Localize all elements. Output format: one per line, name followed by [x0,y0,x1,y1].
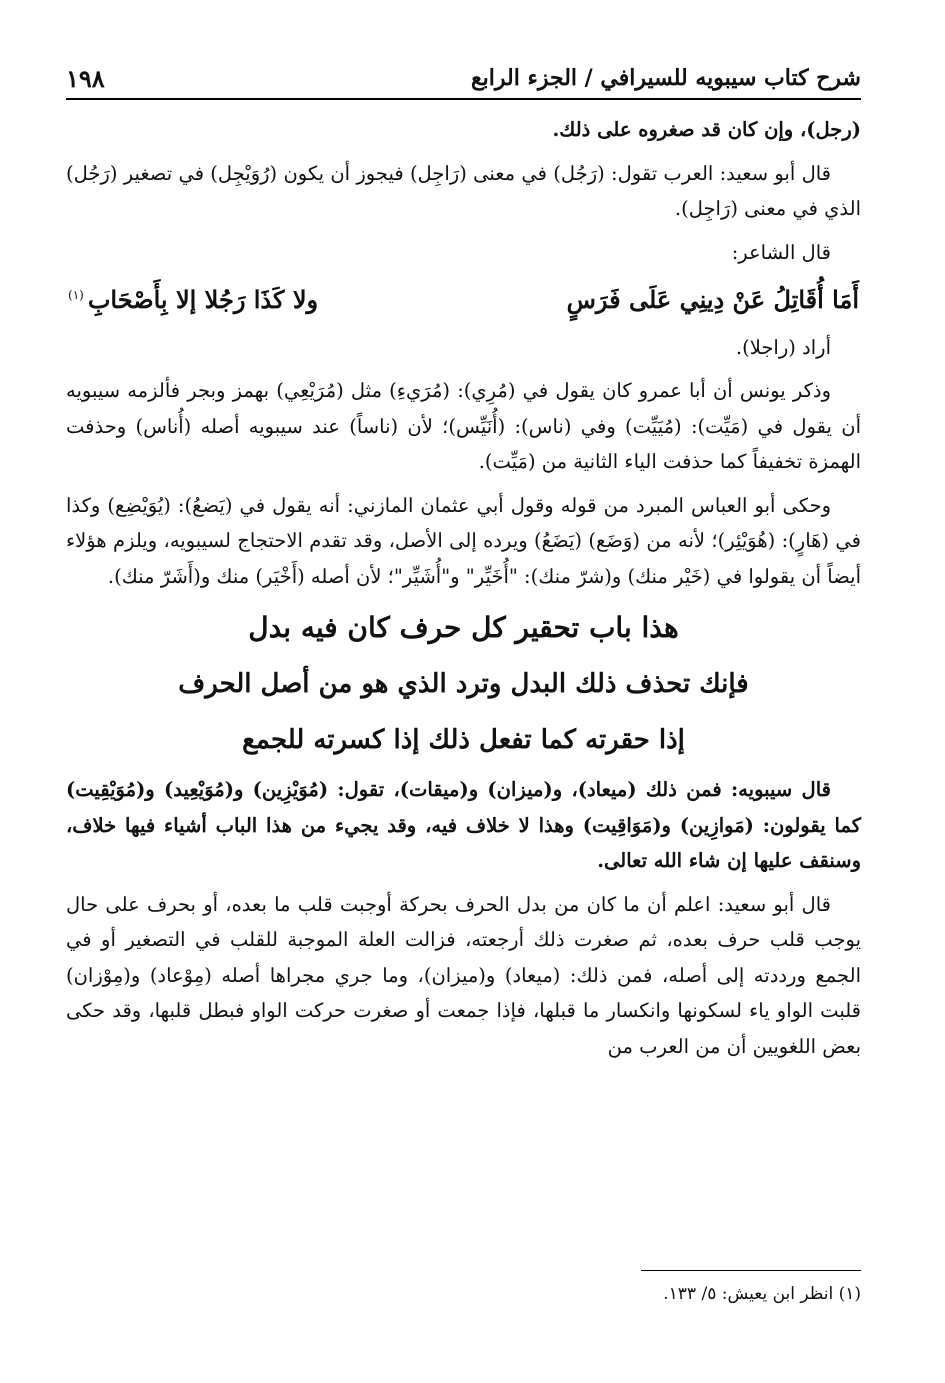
running-title: شرح كتاب سيبويه للسيرافي / الجزء الرابع [470,65,861,91]
paragraph: قال أبو سعيد: العرب تقول: (رَجُل) في معنى (رَاجِل) فيجوز أن يكون (رُوَيْجِل) في تصغير (رَجُل) الذي في معنى (رَاجِل). [66,161,861,220]
verse-first-hemistich: أَمَا أُقَاتِلُ عَنْ دِينِي عَلَى فَرَسٍ [566,285,859,314]
page-body [66,112,861,1072]
paragraph: وذكر يونس أن أبا عمرو كان يقول في (مُرِي): (مُرَيءِ) مثل (مُرَيْعِي) بهمز وبجر فألزمه سيبويه أن يقول في (مَيِّت): (مُيَيِّت) وفي (ناس): (أُنَيِّس)؛ لأن (ناساً) عند سيبويه أصله (أُناس) وحذفت الهمزة تخفيفاً كما حذفت الياء الثانية من (مَيِّت). [66,379,861,473]
paragraph: أراد (راجلا). [735,335,831,359]
footnote-divider [641,1270,861,1271]
poetry-verse [66,278,861,318]
section-subheading: إذا حقرته كما تفعل ذلك إذا كسرته للجمع [242,725,685,755]
paragraph: قال أبو سعيد: اعلم أن ما كان من بدل الحرف بحركة أوجبت قلب ما بعده، أو بحرف على حال يوجب قلب حرف بعده، ثم صغرت ذلك أرجعته، فزالت العلة الموجبة للقلب في التصغير أو في الجمع ورددته إلى أصله، فمن ذلك: (ميعاد) و(ميزان)، وما جري مجراها أصله (مِوْعاد) و(مِوْزان) قلبت الواو ياء لسكونها وانكسار ما قبلها، فإذا جمعت أو صغرت حركت الواو فبطل قلبها، وقد حكى بعض اللغويين أن من العرب من [66,892,861,1058]
page-header [66,58,861,100]
section-subheading: فإنك تحذف ذلك البدل وترد الذي هو من أصل الحرف [178,669,749,699]
paragraph: قال سيبويه: فمن ذلك (ميعاد)، و(ميزان) و(ميقات)، تقول: (مُوَيْزِين) و(مُوَيْعِيد) و(مُوَيْقِيت) كما يقولون: (مَوازِين) و(مَوَاقِيت) وهذا لا خلاف فيه، وقد يجيء من هذا الباب أشياء فيها خلاف، وسنقف عليها إن شاء الله تعالى. [66,778,861,872]
footnote-marker: (١) [68,288,84,302]
page-number: ١٩٨ [66,63,105,93]
section-heading: هذا باب تحقير كل حرف كان فيه بدل [248,611,679,644]
paragraph: وحكى أبو العباس المبرد من قوله وقول أبي عثمان المازني: أنه يقول في (يَضعُ): (يُوَيْضِع) وكذا في (هَارٍ): (هُوَيْئِر)؛ لأنه من (وَضَع) (يَضَعُ) ويرده إلى الأصل، وقد تقدم الاحتجاج لسيبويه، ويلزم هؤلاء أيضاً أن يقولوا في (خَيْر منك) و(شرّ منك): "أُخَيِّر" و"أُشَيِّر"؛ لأن أصله (أَخْيَر) منك و(أَشَرّ منك). [66,493,861,588]
footnote: (١) انظر ابن يعيش: ٥/ ١٣٣. [663,1284,861,1304]
paragraph: قال الشاعر: [731,240,831,264]
verse-second-hemistich: ولا كَذَا رَجُلا إلا بِأَصْحَابِ$^{(١)}$ [68,285,319,314]
paragraph: (رجل)، وإن كان قد صغروه على ذلك. [552,118,861,141]
